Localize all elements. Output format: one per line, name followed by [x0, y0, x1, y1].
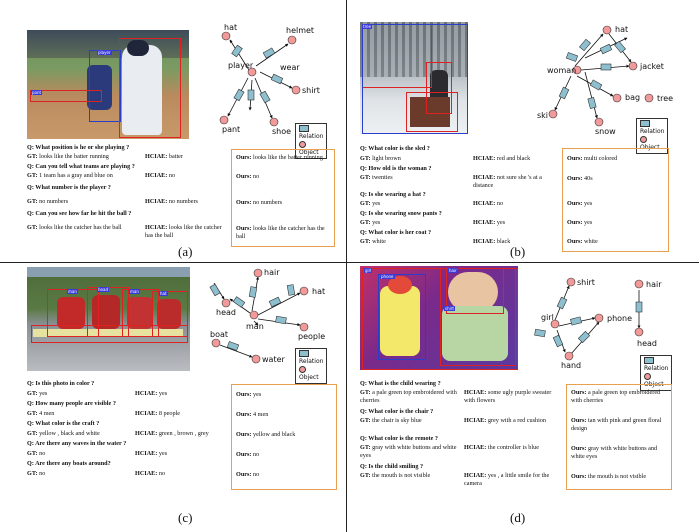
node-helmet: helmet: [286, 26, 315, 35]
node-people: people: [298, 332, 326, 341]
node-head: head: [637, 339, 657, 348]
node-bag: bag: [625, 93, 641, 102]
rowing-photo: man head man hat: [27, 267, 190, 371]
node-girl: girl: [541, 313, 554, 322]
node-head: head: [216, 308, 236, 317]
node-hair: hair: [264, 268, 280, 277]
child-photo: girl hair shirt phone: [360, 266, 518, 370]
qa-c: Q: Is this photo in color ? GT: yes HCIAE: yes Q: How many people are visible ? GT: 4 men HCIAE: 8 people Q: What color is the craft ? GT: yellow , black and white HCIAE: green , brown , grey Q: Are there any waves in the water ? GT: no HCIAE: yes Q: Are there any boats around? GT: no HCIAE: no: [27, 380, 209, 477]
node-pant: pant: [222, 125, 241, 134]
qa-d: Q: What is the child wearing ? GT: a pale green top embroidered with cherries HCIAE: some ugly purple sweater with flowers Q: What color is the chair ? GT: the chair is sky blue HCIAE: grey with a red cushion Q: What color is the remote ? GT: gray with white buttons and white eyes HCIAE: the controller is blue Q: Is the child smiling ? GT: the mouth is not visible HCIAE: yes , a little smile for the camera: [360, 380, 552, 488]
node-hat: hat: [615, 25, 629, 34]
qa-a: Q: What position is he or she playing ? GT: looks like the batter running HCIAE: batter Q: Can you tell what teams are playing ? GT: 1 team has a gray and blue on HCIAE: no Q: What number is the player ? GT: no numbers HCIAE: no numbers Q: Can you see how far he hit the ball ? GT: looks like the catcher has the ball HCIAE: looks like the catcher has the ball: [27, 144, 222, 240]
question: Q: What position is he or she playing ?: [27, 144, 130, 151]
relation-swatch: [299, 125, 309, 132]
node-hat: hat: [312, 287, 326, 296]
node-player: player: [228, 61, 254, 70]
horizontal-divider: [0, 262, 699, 263]
scene-graph-a: [200, 20, 340, 140]
ours-box-a: Ours: looks like the batter running Ours: no Ours: no numbers Ours: looks like the catcher has the ball: [231, 149, 335, 247]
node-wear: wear: [280, 63, 300, 72]
node-water: water: [262, 355, 285, 364]
legend-b: Relation Object: [636, 118, 668, 154]
node-shirt: shirt: [302, 86, 320, 95]
caption-d: (d): [510, 510, 526, 525]
ours-box-b: Ours: multi colored Ours: 40s Ours: yes Ours: yes Ours: white: [562, 148, 669, 252]
node-hair: hair: [646, 280, 662, 289]
caption-c: (c): [178, 510, 193, 525]
node-shoe: shoe: [272, 127, 292, 136]
node-ski: ski: [537, 111, 549, 120]
node-hand: hand: [561, 361, 582, 370]
ours-box-d: Ours: a pale green top embroidered with cherries Ours: tan with pink and green floral design Ours: gray with white buttons and white eyes Ours: the mouth is not visible: [566, 384, 672, 490]
legend-c: Relation Object: [295, 348, 327, 384]
ours-box-c: Ours: yes Ours: 4 men Ours: yellow and black Ours: no Ours: no: [231, 384, 337, 490]
question: Q: Can you tell what teams are playing ?: [27, 163, 135, 170]
node-tree: tree: [657, 94, 674, 103]
node-man: man: [246, 322, 264, 331]
node-woman: woman: [547, 66, 577, 75]
legend-a: Relation Object: [295, 123, 327, 159]
baseball-photo: player pant: [27, 30, 189, 139]
vertical-divider: [346, 0, 347, 532]
caption-b: (b): [510, 244, 526, 259]
node-boat: boat: [210, 330, 229, 339]
qa-b: Q: What color is the sled ? GT: light brown HCIAE: red and black Q: How old is the woman ? GT: twenties HCIAE: not sure she 's at a distance Q: Is she wearing a hat ? GT: yes HCIAE: no Q: Is she wearing snow pants ? GT: yes HCIAE: yes Q: What color is her coat ? GT: white HCIAE: black: [360, 145, 542, 245]
node-snow: snow: [595, 127, 616, 136]
question: Q: What number is the player ?: [27, 184, 111, 191]
legend-d: Relation Object: [640, 355, 672, 391]
node-jacket: jacket: [640, 62, 664, 71]
node-phone: phone: [607, 314, 633, 323]
caption-a: (a): [178, 244, 193, 259]
question: Q: Can you see how far he hit the ball ?: [27, 210, 132, 217]
node-hat: hat: [224, 23, 238, 32]
snow-photo: tree: [360, 22, 468, 134]
node-shirt: shirt: [577, 278, 595, 287]
